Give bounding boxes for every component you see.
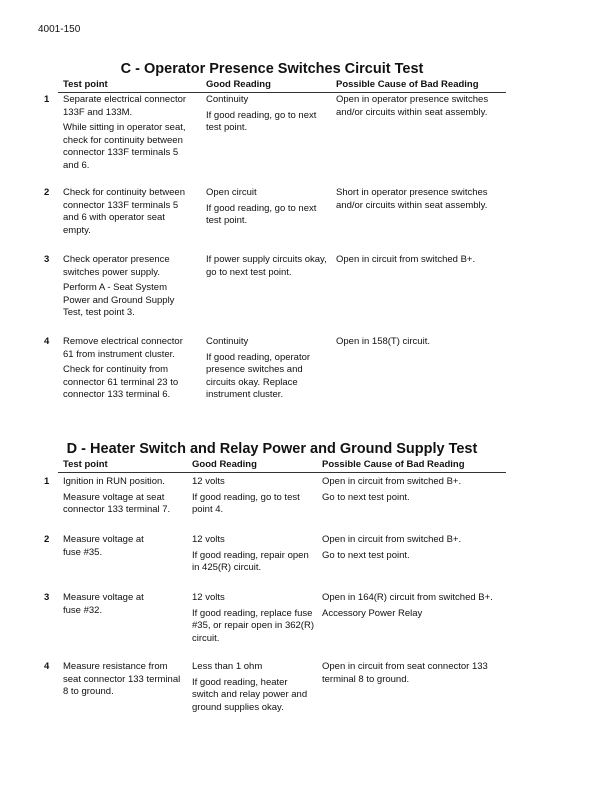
good-reading: Less than 1 ohm bbox=[192, 661, 263, 672]
row-number: 1 bbox=[44, 94, 50, 105]
row-number: 3 bbox=[44, 254, 50, 265]
header-test-point: Test point bbox=[63, 79, 108, 90]
good-reading: If power supply circuits okay, go to next test point. bbox=[206, 254, 327, 278]
test-step: Perform A - Seat System Power and Ground Supply Test, test point 3. bbox=[63, 282, 175, 318]
section-d-header bbox=[58, 459, 506, 473]
test-step: Measure resistance from seat connector 133 terminal 8 to ground. bbox=[63, 661, 181, 697]
bad-reading-cause: Open in circuit from seat connector 133 terminal 8 to ground. bbox=[322, 661, 488, 685]
test-step: Separate electrical connector 133F and 133M. bbox=[63, 94, 187, 118]
good-reading: 12 volts bbox=[192, 534, 225, 545]
test-step: Check for continuity from connector 61 terminal 23 to connector 133 terminal 6. bbox=[63, 364, 179, 400]
good-reading: Continuity bbox=[206, 336, 249, 347]
row-number: 2 bbox=[44, 534, 50, 545]
bad-reading-cause: Open in 164(R) circuit from switched B+. bbox=[322, 592, 493, 603]
good-reading: Continuity bbox=[206, 94, 249, 105]
bad-reading-cause: Accessory Power Relay bbox=[322, 607, 423, 619]
row-number: 3 bbox=[44, 592, 50, 603]
row-number: 1 bbox=[44, 476, 50, 487]
bad-reading-cause: Open in circuit from switched B+. bbox=[336, 254, 476, 265]
header-good-reading: Good Reading bbox=[206, 79, 271, 90]
header-bad-reading: Possible Cause of Bad Reading bbox=[336, 79, 479, 90]
bad-reading-cause: Go to next test point. bbox=[322, 549, 410, 561]
bad-reading-cause: Short in operator presence switches and/or circuits within seat assembly. bbox=[336, 187, 488, 211]
header-test-point: Test point bbox=[63, 459, 108, 470]
good-reading: If good reading, repair open in 425(R) circuit. bbox=[192, 549, 309, 573]
header-good-reading: Good Reading bbox=[192, 459, 257, 470]
row-number: 4 bbox=[44, 661, 50, 672]
good-reading: If good reading, heater switch and relay power and ground supplies okay. bbox=[192, 676, 308, 713]
row-number: 4 bbox=[44, 336, 50, 347]
good-reading: If good reading, go to next test point. bbox=[206, 202, 317, 226]
test-step: Ignition in RUN position. bbox=[63, 476, 165, 487]
good-reading: If good reading, replace fuse #35, or repair open in 362(R) circuit. bbox=[192, 607, 314, 644]
bad-reading-cause: Open in 158(T) circuit. bbox=[336, 336, 430, 347]
bad-reading-cause: Go to next test point. bbox=[322, 491, 410, 503]
good-reading: If good reading, go to next test point. bbox=[206, 109, 317, 133]
section-d-title: D - Heater Switch and Relay Power and Ground Supply Test bbox=[66, 441, 478, 457]
bad-reading-cause: Open in circuit from switched B+. bbox=[322, 534, 462, 545]
test-step: Check operator presence switches power supply. bbox=[63, 254, 170, 278]
good-reading: If good reading, go to test point 4. bbox=[192, 491, 300, 515]
good-reading: 12 volts bbox=[192, 476, 225, 487]
good-reading: If good reading, operator presence switches and circuits okay. Replace instrument cluster. bbox=[206, 351, 311, 400]
test-step: Remove electrical connector 61 from instrument cluster. bbox=[63, 336, 183, 360]
test-step: While sitting in operator seat, check for continuity between connector 133F terminals 5 and 6. bbox=[63, 122, 186, 171]
test-step: Check for continuity between connector 133F terminals 5 and 6 with operator seat empty. bbox=[63, 187, 185, 236]
row-number: 2 bbox=[44, 187, 50, 198]
bad-reading-cause: Open in circuit from switched B+. bbox=[322, 476, 462, 487]
good-reading: 12 volts bbox=[192, 592, 225, 603]
test-step: Measure voltage at seat connector 133 terminal 7. bbox=[63, 491, 171, 515]
page-id: 4001-150 bbox=[38, 24, 81, 35]
section-c-header bbox=[58, 79, 506, 93]
header-bad-reading: Possible Cause of Bad Reading bbox=[322, 459, 465, 470]
good-reading: Open circuit bbox=[206, 187, 257, 198]
test-step: Measure voltage at fuse #32. bbox=[63, 592, 144, 616]
section-d bbox=[38, 441, 506, 473]
bad-reading-cause: Open in operator presence switches and/or circuits within seat assembly. bbox=[336, 94, 489, 118]
section-c-title: C - Operator Presence Switches Circuit Test bbox=[120, 61, 424, 77]
section-c bbox=[38, 61, 506, 93]
test-step: Measure voltage at fuse #35. bbox=[63, 534, 144, 558]
